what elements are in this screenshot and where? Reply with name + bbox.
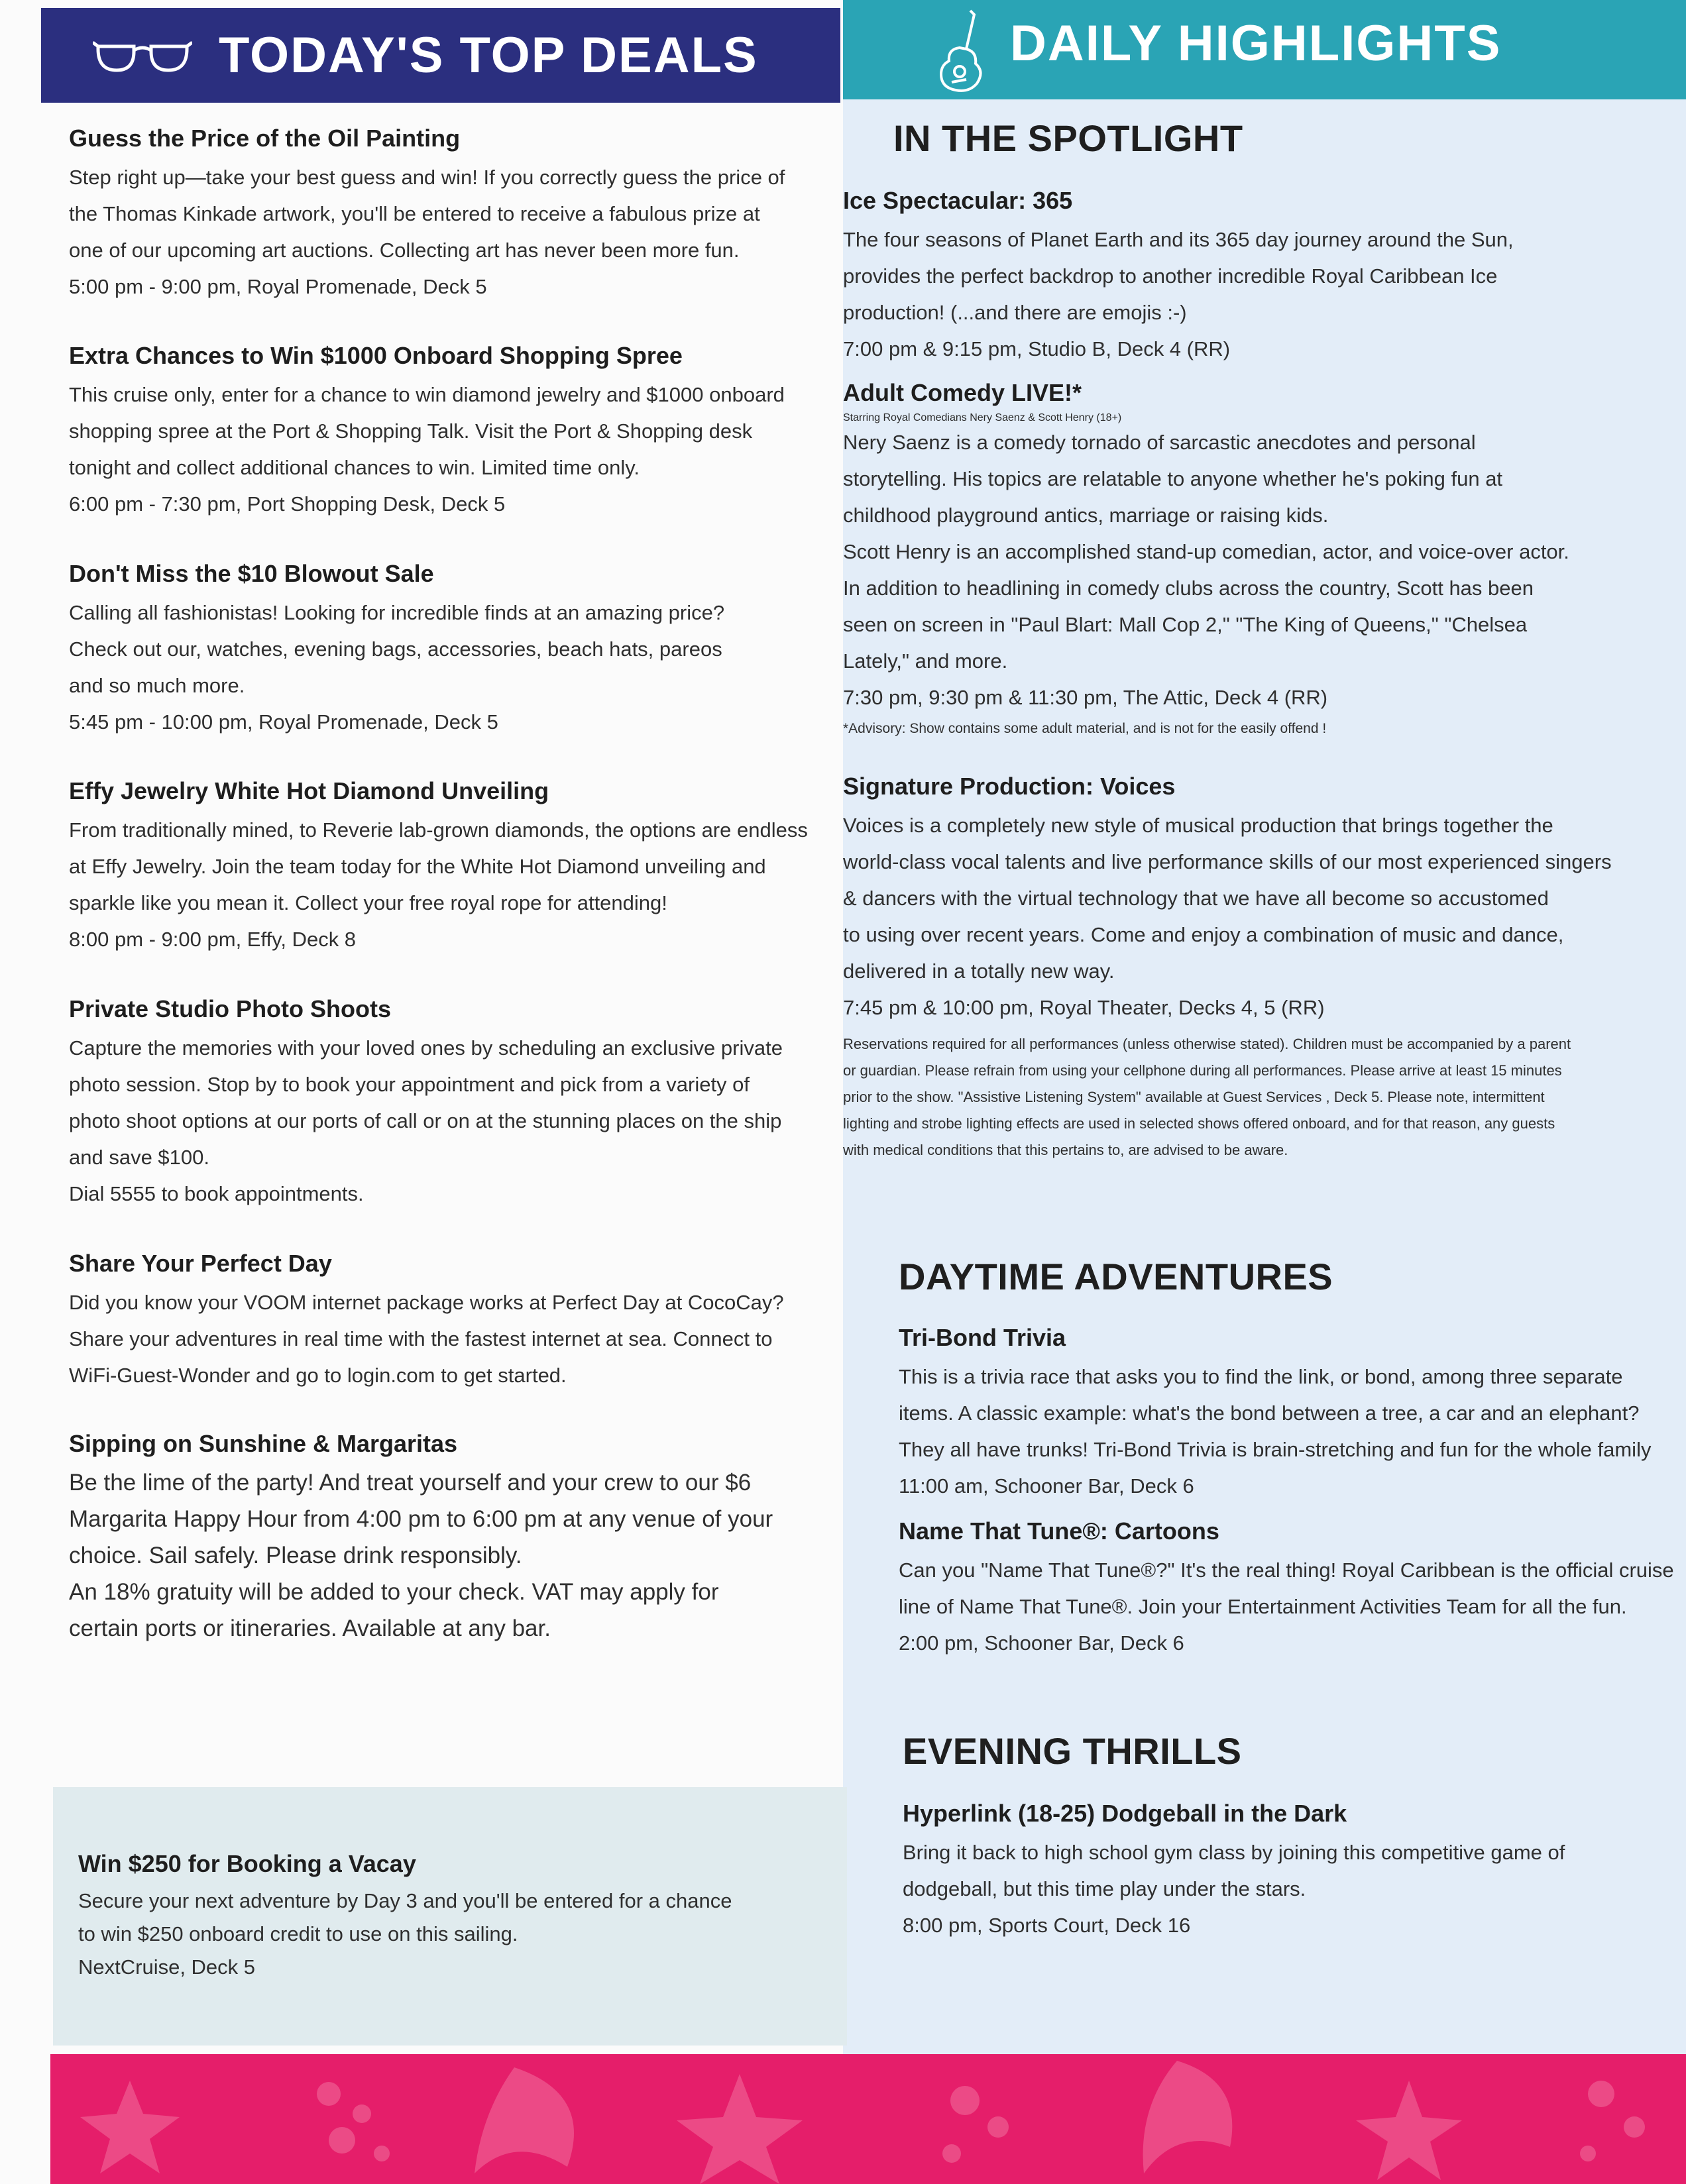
deal-text: Step right up—take your best guess and win! If you correctly guess the price of the Thomas Kinkade artwork, you'll be entered to receive a fabulous prize at one of our upcoming art auctions. Collecting art has never been more fun. 5:00 pm - 9:00 pm, Royal Promenade, Deck 5 xyxy=(69,166,785,298)
top-deals-column xyxy=(41,0,840,2054)
deal-photo-shoots xyxy=(69,995,824,1212)
event-title: Adult Comedy LIVE!* xyxy=(843,379,1082,406)
deal-title: Private Studio Photo Shoots xyxy=(69,995,392,1022)
event-voices xyxy=(843,773,1612,1026)
event-text: The four seasons of Planet Earth and its 365 day journey around the Sun, provides the perfect backdrop to another incredible Royal Caribbean Ice production! (...and there are emojis :-) 7:00 pm & 9:15 pm, Studio B, Deck 4 (RR) xyxy=(843,228,1514,360)
deal-shopping-spree xyxy=(69,342,824,522)
deal-effy-jewelry xyxy=(69,777,824,957)
footer-decorative-band xyxy=(50,2054,1686,2184)
fine-print-text: Reservations required for all performances (unless otherwise stated). Children must be accompanied by a parent or guardian. Please refrain from using your cellphone during all performances. Please arrive at least 15 minutes prior to the show. "Assistive Listening System" available at Guest Services , Deck 5. Please note, intermittent lighting and strobe lighting effects are used in selected shows offered onboard, and for that reason, any guests with medical conditions that this pertains to, are advised to be aware. xyxy=(843,1036,1571,1158)
event-text: Bring it back to high school gym class by joining this competitive game of dodgeball, but this time play under the stars. 8:00 pm, Sports Court, Deck 16 xyxy=(903,1841,1565,1937)
event-tri-bond-trivia xyxy=(899,1324,1651,1504)
daytime-heading: DAYTIME ADVENTURES xyxy=(899,1256,1333,1297)
spotlight-heading: IN THE SPOTLIGHT xyxy=(893,117,1243,159)
starfish-pattern-icon xyxy=(50,2054,1686,2184)
event-title: Ice Spectacular: 365 xyxy=(843,187,1073,214)
event-title: Tri-Bond Trivia xyxy=(899,1324,1066,1351)
event-text: This is a trivia race that asks you to find the link, or bond, among three separate items. A classic example: what's the bond between a tree, a car and an elephant? They all have trunks! Tri-Bond Trivia is brain-stretching and fun for the whole family 11:00 am, Schooner Bar, Deck 6 xyxy=(899,1365,1652,1498)
deal-oil-painting xyxy=(69,125,824,305)
deal-text: Be the lime of the party! And treat yourself and your crew to our $6 Margarita Happy Hour from 4:00 pm to 6:00 pm at any venue of your choice. Sail safely. Please drink responsibly. An 18% gratuity will be added to your check. VAT may apply for certain ports or itineraries. Available at any bar. xyxy=(69,1470,773,1641)
event-name-that-tune xyxy=(899,1517,1674,1661)
deal-text: Capture the memories with your loved ones by scheduling an exclusive private photo session. Stop by to book your appointment and pick from a variety of photo shoot options at our ports of call or on at the stunning places on the ship and save $100. Dial 5555 to book appointments. xyxy=(69,1036,783,1205)
deal-text: Secure your next adventure by Day 3 and you'll be entered for a chance to win $250 onboard credit to use on this sailing. NextCruise, Deck 5 xyxy=(78,1889,732,1979)
deal-title: Guess the Price of the Oil Painting xyxy=(69,125,461,152)
deal-text: From traditionally mined, to Reverie lab-grown diamonds, the options are endless at Effy Jewelry. Join the team today for the White Hot Diamond unveiling and sparkle like you mean it. Collect your free royal rope for attending! 8:00 pm - 9:00 pm, Effy, Deck 8 xyxy=(69,818,808,951)
deal-title: Sipping on Sunshine & Margaritas xyxy=(69,1430,458,1457)
highlights-content xyxy=(843,0,1686,2054)
deal-title: Effy Jewelry White Hot Diamond Unveiling xyxy=(69,777,549,804)
deal-vacay xyxy=(78,1850,834,1984)
event-ice-spectacular xyxy=(843,187,1514,367)
performance-fine-print xyxy=(843,1031,1571,1164)
deal-text: This cruise only, enter for a chance to win diamond jewelry and $1000 onboard shopping spree at the Port & Shopping Talk. Visit the Port & Shopping desk tonight and collect additional chances to win. Limited time only. 6:00 pm - 7:30 pm, Port Shopping Desk, Deck 5 xyxy=(69,383,785,516)
event-text: Can you "Name That Tune®?" It's the real thing! Royal Caribbean is the official cruise line of Name That Tune®. Join your Entertainment Activities Team for all the fun. 2:00 pm, Schooner Bar, Deck 6 xyxy=(899,1558,1674,1655)
deal-title: Extra Chances to Win $1000 Onboard Shopping Spree xyxy=(69,342,683,369)
deal-text: Did you know your VOOM internet package works at Perfect Day at CocoCay? Share your adventures in real time with the fastest internet at sea. Connect to WiFi-Guest-Wonder and go to login.com to get started. xyxy=(69,1291,784,1387)
advisory-note: *Advisory: Show contains some adult material, and is not for the easily offend ! xyxy=(843,721,1327,736)
evening-heading: EVENING THRILLS xyxy=(903,1730,1242,1772)
daily-highlights-title: DAILY HIGHLIGHTS xyxy=(1010,15,1502,72)
deal-title: Win $250 for Booking a Vacay xyxy=(78,1850,416,1877)
event-dodgeball xyxy=(903,1800,1565,1943)
event-text: Nery Saenz is a comedy tornado of sarcastic anecdotes and personal storytelling. His topics are relatable to anyone whether he's poking fun at childhood playground antics, marriage or raising kids. Scott Henry is an accomplished stand-up comedian, actor, and voice-over actor. In addition to headlining in comedy clubs across the country, Scott has been seen on screen in "Paul Blart: Mall Cop 2," "The King of Queens," "Chelsea Lately," and more. 7:30 pm, 9:30 pm & 11:30 pm, The Attic, Deck 4 (RR) xyxy=(843,431,1569,709)
event-text: Voices is a completely new style of musical production that brings together the world-class vocal talents and live performance skills of our most experienced singers & dancers with the virtual technology that we have all become so accustomed to using over recent years. Come and enjoy a combination of music and dance, delivered in a totally new way. 7:45 pm & 10:00 pm, Royal Theater, Decks 4, 5 (RR) xyxy=(843,814,1612,1019)
top-deals-title: TODAY'S TOP DEALS xyxy=(219,27,758,83)
event-adult-comedy xyxy=(843,379,1569,742)
event-title: Hyperlink (18-25) Dodgeball in the Dark xyxy=(903,1800,1347,1827)
event-title: Signature Production: Voices xyxy=(843,773,1176,800)
event-subtitle: Starring Royal Comedians Nery Saenz & Scott Henry (18+) xyxy=(843,412,1122,423)
deal-text: Calling all fashionistas! Looking for incredible finds at an amazing price? Check out our, watches, evening bags, accessories, beach hats, pareos and so much more. 5:45 pm - 10:00 pm, Royal Promenade, Deck 5 xyxy=(69,601,725,734)
event-title: Name That Tune®: Cartoons xyxy=(899,1517,1219,1545)
deal-title: Don't Miss the $10 Blowout Sale xyxy=(69,560,434,587)
deal-margaritas xyxy=(69,1430,824,1647)
deal-title: Share Your Perfect Day xyxy=(69,1250,332,1277)
vacay-promo-box xyxy=(53,1787,847,2046)
deal-blowout-sale xyxy=(69,560,824,740)
deal-perfect-day xyxy=(69,1250,824,1393)
